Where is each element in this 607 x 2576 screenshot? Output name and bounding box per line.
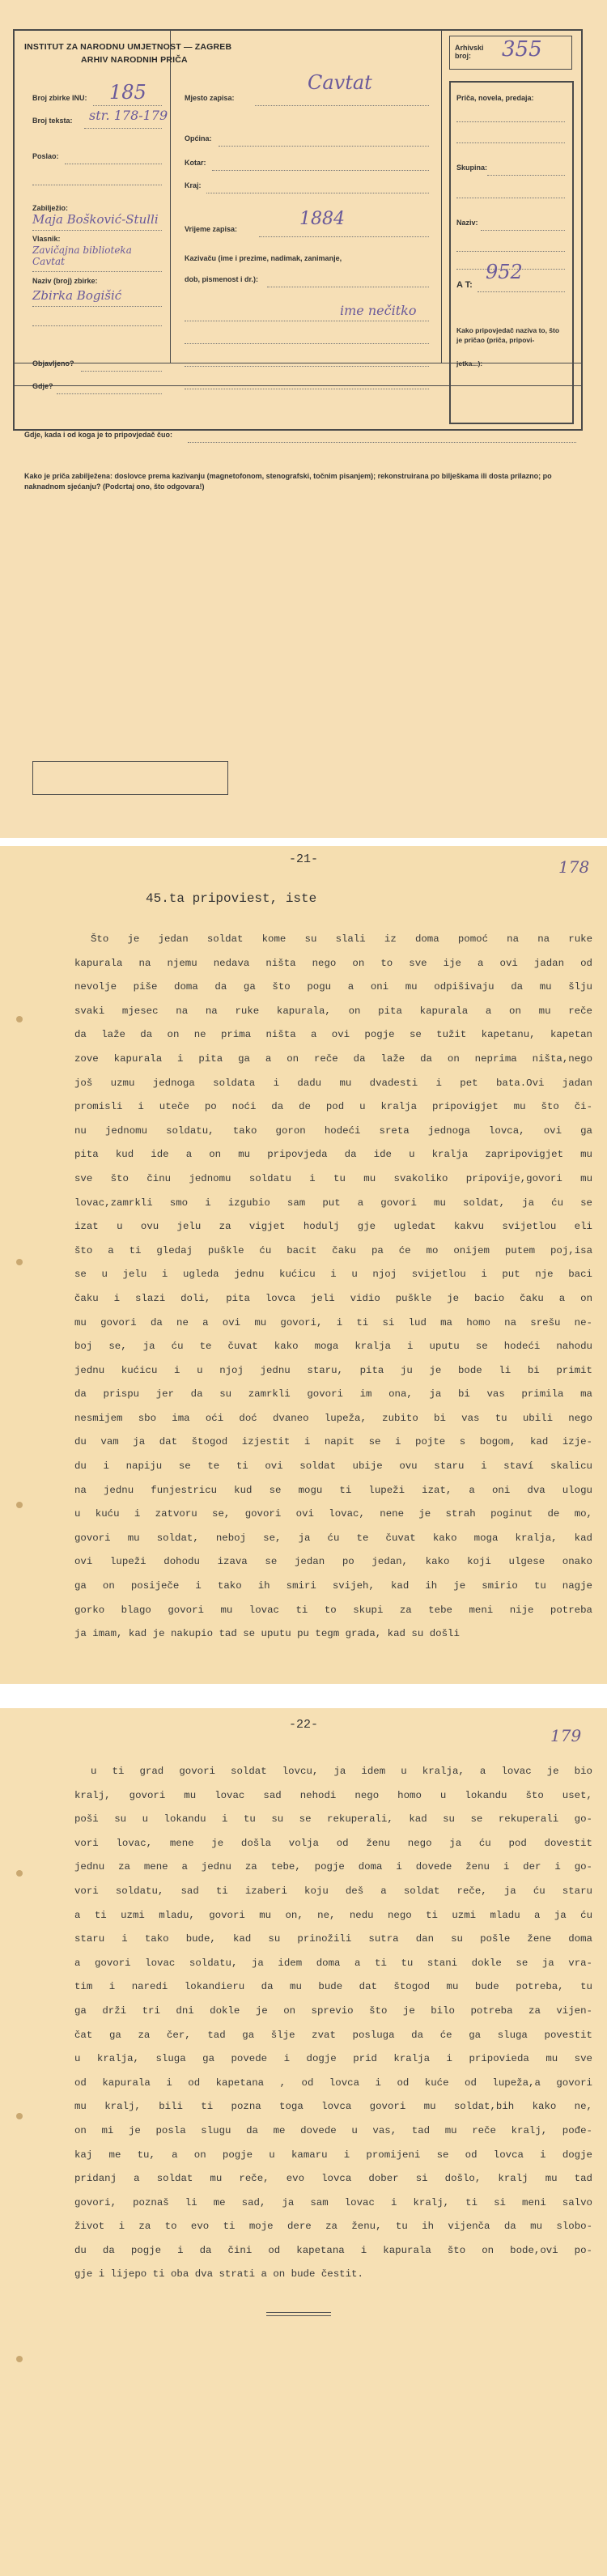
field-line: [255, 105, 429, 106]
story-text: [74, 928, 592, 1647]
text-line: nu jednomu soldatu, tako goron hodeći sreta jednoga lovca, ovi ga: [74, 1124, 592, 1137]
folio-number: 178: [558, 857, 590, 877]
text-line: od kapurala i od kapetana , od lovca i od kuće od lupeža,a govori: [74, 2077, 592, 2089]
text-line: du da pogje i da čini od kapetana i kapurala što on bode,ovi po-: [74, 2244, 592, 2256]
mjesto-zapisa-label: Mjesto zapisa:: [185, 94, 235, 102]
field-line: [456, 251, 565, 252]
broj-teksta-label: Broj teksta:: [32, 117, 73, 125]
text-line: gje i lijepo ti oba dva strati a on bude čestit.: [74, 2268, 363, 2281]
typed-page-21: [0, 846, 607, 1684]
text-line: život i za to evo ti moje dere za ženu, tu ih vijenča da mu slobo-: [74, 2221, 592, 2233]
text-line: kralj, govori mu lovac sad nehodi nego homo u lokandu što uset,: [74, 1789, 592, 1801]
text-line: ovi lupeži dohodu izava se jedan po jedan, kako koji ulgese onako: [74, 1556, 592, 1568]
field-line: [188, 442, 576, 443]
text-line: vori soldatu, sad ti izaberi koju deš a soldat reče, ja ću staru: [74, 1885, 592, 1897]
broj-teksta-value: str. 178-179: [89, 108, 168, 123]
kotar-label: Kotar:: [185, 159, 206, 167]
kako-prica-text: Kako je priča zabilježena: doslovce prema kazivanju (magnetofonom, stenografski, točnim pisanjem); rekonstruirana po bilješkama ili dosta prilazno; po naknadnom sjećanju? (Podcrtaj ono, što odgovara!): [24, 472, 552, 491]
kako-label: Kako pripovjedač naziva to, što je pričao (priča, pripovi-: [456, 326, 560, 344]
skupina-label: Skupina:: [456, 164, 488, 172]
broj-zbirke-value: 185: [109, 81, 146, 104]
text-line: u kuću i zatvoru se, govori ovi lovac, nene je strah poginut de mo,: [74, 1508, 592, 1520]
field-line: [487, 175, 565, 176]
column-divider: [170, 31, 171, 363]
zabiljezio-value: Maja Bošković-Stulli: [32, 212, 159, 227]
text-line: tim i naredi lokandieru da mu bude dat štogod mu bude potreba, tu: [74, 1981, 592, 1993]
objavljeno-label: Objavljeno?: [32, 359, 74, 368]
field-line: [478, 291, 565, 292]
text-line: boj se, ja ću te čuvat kako moga kralja i uputu se hodeći nahodu: [74, 1341, 592, 1353]
text-line: du vam ja dat štogod izjestit i napit se i pojte s bogom, kad izje-: [74, 1436, 592, 1448]
text-line: ga on posiječe i tako ih smiri svijeh, kad ih je smirio tu nagje: [74, 1580, 592, 1592]
text-line: govori, poznaš li me sad, ja sam lovac i kralj, ti si meni salvo: [74, 2196, 592, 2208]
mjesto-zapisa-value: Cavtat: [308, 71, 372, 94]
text-line: ga drži tri dni dokle je on sprevio što je bilo potreba za vijen-: [74, 2004, 592, 2017]
field-line: [456, 142, 565, 143]
text-line: pita kud ide a on mu pripovjeda da ide u kralja zapripovigjet mu: [74, 1149, 592, 1161]
naziv-zbirke-value: Zbirka Bogišić: [32, 288, 122, 303]
empty-box: [32, 761, 228, 795]
field-line: [84, 128, 162, 129]
text-line: mu govori da ne a ovi mu govori, i ti si lud ma homo na srešu ne-: [74, 1316, 592, 1328]
punch-hole: [16, 1016, 23, 1022]
field-line: [81, 371, 162, 372]
text-line: da laže da on ne prima ništa a ovi pogje se tužit kapetanu, kapetan: [74, 1029, 592, 1041]
broj-zbirke-label: Broj zbirke INU:: [32, 94, 87, 102]
punch-hole: [16, 2356, 23, 2362]
at-label: A T:: [456, 280, 473, 290]
text-line: du i napiju se te ti ovi soldat ubije ovu staru i staví skalicu: [74, 1460, 592, 1473]
end-rule: [266, 2315, 331, 2316]
text-line: on mi je posla slugu da me dovede u vas, tad mu reče kralj, pođe-: [74, 2124, 592, 2136]
punch-hole: [16, 1259, 23, 1265]
archive-card-page: [0, 0, 607, 838]
text-line: staru i tako bude, kad su prinožili sutra dan su pošle žene doma: [74, 1933, 592, 1945]
folio-number: 179: [550, 1726, 582, 1745]
punch-hole: [16, 1502, 23, 1508]
arhivski-broj-label: Arhivski broj:: [455, 44, 484, 60]
vlasnik-label: Vlasnik:: [32, 235, 61, 243]
text-line: nevolje piše doma da ga što pogu a oni mu odpišivaju da mu šlju: [74, 981, 592, 993]
text-line: ja imam, kad je nakupio tad se uputu pu tegm grada, kad su došli: [74, 1628, 460, 1640]
field-line: [32, 271, 162, 272]
vlasnik-value: Zavičajna biblioteka Cavtat: [32, 244, 132, 267]
field-line: [93, 105, 162, 106]
text-line: u kralja, sluga ga povede i dogje prid kralja i pripovieda mu sve: [74, 2053, 592, 2065]
text-line: sve što činu jednomu soldatu i tu mu svakoliko pripovije,govori mu: [74, 1172, 592, 1184]
gdje-label: Gdje?: [32, 382, 53, 390]
field-line: [185, 343, 429, 344]
text-line: čaku i slazi doli, pita lovca jeli vidio puškle je bacio čaku a on: [74, 1292, 592, 1304]
text-line: promisli i uteče po noći da de pod u kralja pripovigjet mu što či-: [74, 1101, 592, 1113]
text-line: gorko blago govori mu lovac ti to skupi za tebe meni nije potreba: [74, 1604, 592, 1616]
text-line: govori mu soldat, neboj se, ja ću te čuvat kako moga kralja, kad: [74, 1532, 592, 1544]
field-line: [481, 230, 565, 231]
dob-label: dob, pismenost i dr.):: [185, 275, 259, 283]
text-line: svaki mjesec na na ruke kapurala, on pita kapurala a on mu reče: [74, 1005, 592, 1017]
text-line: kapurala na njemu nedava ništa nego on to sve ije a ovi jadan od: [74, 957, 592, 969]
text-line: jednu za mene a jednu za tebe, pogje doma i dovede ženu i der i go-: [74, 1861, 592, 1873]
text-line: a govori lovac soldatu, ja idem doma a ti tu stani dokle se ja vra-: [74, 1957, 592, 1969]
typed-page-22: [0, 1708, 607, 2576]
text-line: se u jelu i ugleda jednu kućicu i u njoj svijetlou i put nje baci: [74, 1269, 592, 1281]
kazivac-value: ime nečitko: [340, 303, 417, 318]
text-line: pridanj a soldat mu reče, evo lovca dober si došlo, kralj mu tad: [74, 2173, 592, 2185]
text-line: čat ga za čer, tad ga šlje zvat posluga da će ga sluga povestit: [74, 2029, 592, 2041]
text-line: poši su u lokandu i tu su se rekuperali, kad su se rekuperali go-: [74, 1813, 592, 1826]
punch-hole: [16, 1870, 23, 1877]
jetka-label: jetka...):: [456, 359, 483, 368]
text-line: a ti uzmi mladu, govori mu on, ne, nedu nego ti uzmi mladu a ja ću: [74, 1909, 592, 1921]
vrijeme-zapisa-label: Vrijeme zapisa:: [185, 225, 238, 233]
field-line: [212, 170, 429, 171]
field-line: [219, 146, 429, 147]
end-rule: [266, 2312, 331, 2313]
classification-box: [449, 81, 574, 424]
punch-hole: [16, 2113, 23, 2119]
text-line: što a ti gledaj puškle ću bacit čaku pa će mo onijem putem poj,isa: [74, 1244, 592, 1256]
kraj-label: Kraj:: [185, 181, 202, 189]
field-line: [259, 236, 429, 237]
page-number: -22-: [288, 1718, 318, 1732]
text-line: lovac,zamrkli smo i izgubio sam put a govori mu soldat, ja ću se: [74, 1197, 592, 1209]
text-line: nesmijem sbo ima oći doć dvaneo lupeža, zubito bi vas tu ubili nego: [74, 1412, 592, 1424]
field-line: [185, 366, 429, 367]
archive-title: ARHIV NARODNIH PRIČA: [81, 55, 188, 65]
text-line: na jednu funjestricu kud se mogu ti lupeži izat, a oni dva ulogu: [74, 1484, 592, 1496]
at-value: 952: [486, 261, 523, 283]
gdje-kada-label: Gdje, kada i od koga je to pripovjedač čuo:: [24, 431, 173, 439]
naziv-label: Naziv:: [456, 219, 478, 227]
zabiljezio-label: Zabilježio:: [32, 204, 69, 212]
field-line: [32, 230, 162, 231]
text-line: mu kralj, bili ti pozna toga lovca govori mu soldat,bih kako ne,: [74, 2101, 592, 2113]
text-line: Što je jedan soldat kome su slali iz doma pomoć na na ruke: [91, 933, 592, 945]
field-line: [57, 393, 162, 394]
poslao-label: Poslao:: [32, 152, 59, 160]
naziv-zbirke-label: Naziv (broj) zbirke:: [32, 277, 98, 285]
kazivacu-label: Kazivaču (ime i prezime, nadimak, zanimanje,: [185, 254, 342, 262]
text-line: vori lovac, mene je došla volja od ženu nego ja ću pod dovestit: [74, 1837, 592, 1849]
field-line: [32, 306, 162, 307]
opcina-label: Općina:: [185, 134, 212, 142]
text-line: da prispu jer da su zamrkli govori im ona, ja bi vas primila ma: [74, 1388, 592, 1401]
column-divider: [441, 31, 442, 363]
prica-label: Priča, novela, predaja:: [456, 94, 534, 102]
page-number: -21-: [288, 852, 318, 866]
text-line: još uzmu jednoga soldata i dadu mu dvadesti i pet bata.Ovi jadan: [74, 1077, 592, 1089]
field-line: [32, 325, 162, 326]
text-line: zove kapurala i pita ga a on reče da laže da on neprima ništa,nego: [74, 1052, 592, 1065]
text-line: izat u ovu jelu za vigjet hodulj gje ugledat kakvu svijetlou eli: [74, 1221, 592, 1233]
institute-title: INSTITUT ZA NARODNU UMJETNOST — ZAGREB: [24, 42, 232, 52]
story-heading: 45.ta pripoviest, iste: [146, 891, 317, 906]
vrijeme-zapisa-value: 1884: [299, 209, 345, 229]
text-line: u ti grad govori soldat lovcu, ja idem u kralja, a lovac je bio: [91, 1766, 592, 1777]
field-line: [456, 121, 565, 122]
arhivski-broj-value: 355: [502, 37, 542, 62]
story-text: [74, 1760, 592, 2287]
text-line: jednu kućicu i u njoj jednu staru, pita ju je bode li bi primit: [74, 1364, 592, 1376]
text-line: kaj me tu, a on pogje u kamaru i promijeni se od lovca i dogje: [74, 2149, 592, 2161]
